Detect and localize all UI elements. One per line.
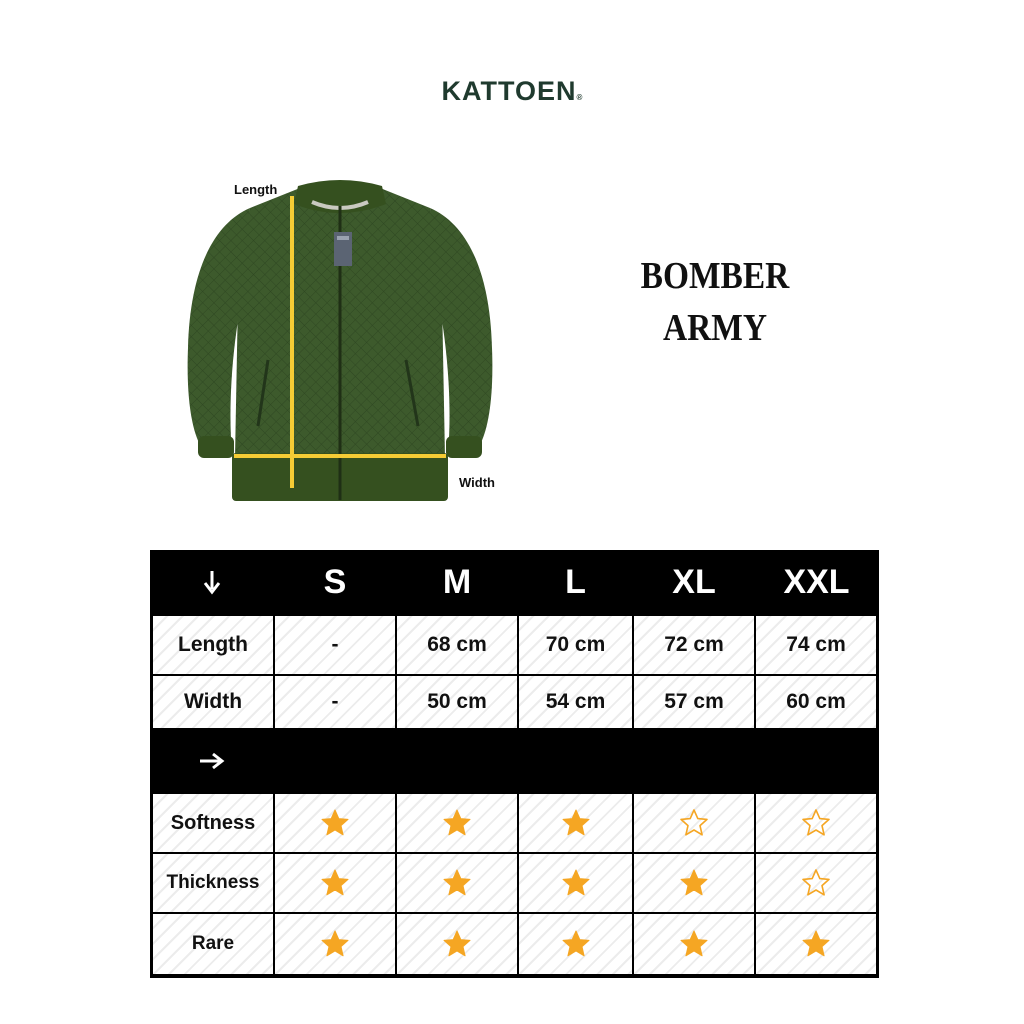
- row-label-thickness: Thickness: [153, 854, 273, 912]
- row-label-rare: Rare: [153, 914, 273, 974]
- row-label-length: Length: [153, 616, 273, 674]
- product-title-line2: ARMY: [662, 307, 768, 349]
- thickness-xl: [634, 854, 754, 912]
- size-table: [150, 550, 879, 978]
- arrow-right-icon: [150, 730, 273, 792]
- jacket-image: [180, 178, 500, 508]
- rare-l: [519, 914, 632, 974]
- thickness-m: [397, 854, 517, 912]
- softness-xxl: [756, 794, 876, 852]
- length-s: -: [275, 616, 395, 674]
- thickness-s: [275, 854, 395, 912]
- star-filled-icon: [442, 868, 472, 898]
- length-xxl: 74 cm: [756, 616, 876, 674]
- star-filled-icon: [679, 929, 709, 959]
- size-header-xxl: XXL: [783, 562, 850, 601]
- star-outline-icon: [801, 868, 831, 898]
- softness-s: [275, 794, 395, 852]
- star-outline-icon: [801, 808, 831, 838]
- size-header-s: S: [323, 562, 347, 601]
- softness-l: [519, 794, 632, 852]
- length-label: Length: [234, 182, 278, 197]
- width-xl: 57 cm: [634, 676, 754, 728]
- star-filled-icon: [801, 929, 831, 959]
- rare-s: [275, 914, 395, 974]
- length-l: 70 cm: [519, 616, 632, 674]
- product-title-line1: BOMBER: [640, 255, 790, 297]
- brand-logo: [0, 76, 1024, 107]
- thickness-l: [519, 854, 632, 912]
- star-filled-icon: [442, 929, 472, 959]
- star-filled-icon: [561, 929, 591, 959]
- registered-mark: ®: [576, 93, 583, 102]
- width-label: Width: [459, 475, 495, 490]
- softness-xl: [634, 794, 754, 852]
- width-xxl: 60 cm: [756, 676, 876, 728]
- width-l: 54 cm: [519, 676, 632, 728]
- star-filled-icon: [561, 868, 591, 898]
- row-label-width: Width: [153, 676, 273, 728]
- width-m: 50 cm: [397, 676, 517, 728]
- star-filled-icon: [561, 808, 591, 838]
- length-m: 68 cm: [397, 616, 517, 674]
- size-header-xl: XL: [672, 562, 716, 601]
- rare-xxl: [756, 914, 876, 974]
- star-filled-icon: [320, 929, 350, 959]
- thickness-xxl: [756, 854, 876, 912]
- product-title: [600, 250, 830, 354]
- brand-name: KATTOEN: [441, 76, 577, 106]
- star-outline-icon: [679, 808, 709, 838]
- star-filled-icon: [442, 808, 472, 838]
- rare-m: [397, 914, 517, 974]
- row-label-softness: Softness: [153, 794, 273, 852]
- softness-m: [397, 794, 517, 852]
- width-s: -: [275, 676, 395, 728]
- star-filled-icon: [679, 868, 709, 898]
- length-xl: 72 cm: [634, 616, 754, 674]
- arrow-down-icon: [150, 550, 273, 614]
- star-filled-icon: [320, 808, 350, 838]
- size-header-l: L: [565, 562, 586, 601]
- star-filled-icon: [320, 868, 350, 898]
- rare-xl: [634, 914, 754, 974]
- size-header-m: M: [442, 562, 472, 601]
